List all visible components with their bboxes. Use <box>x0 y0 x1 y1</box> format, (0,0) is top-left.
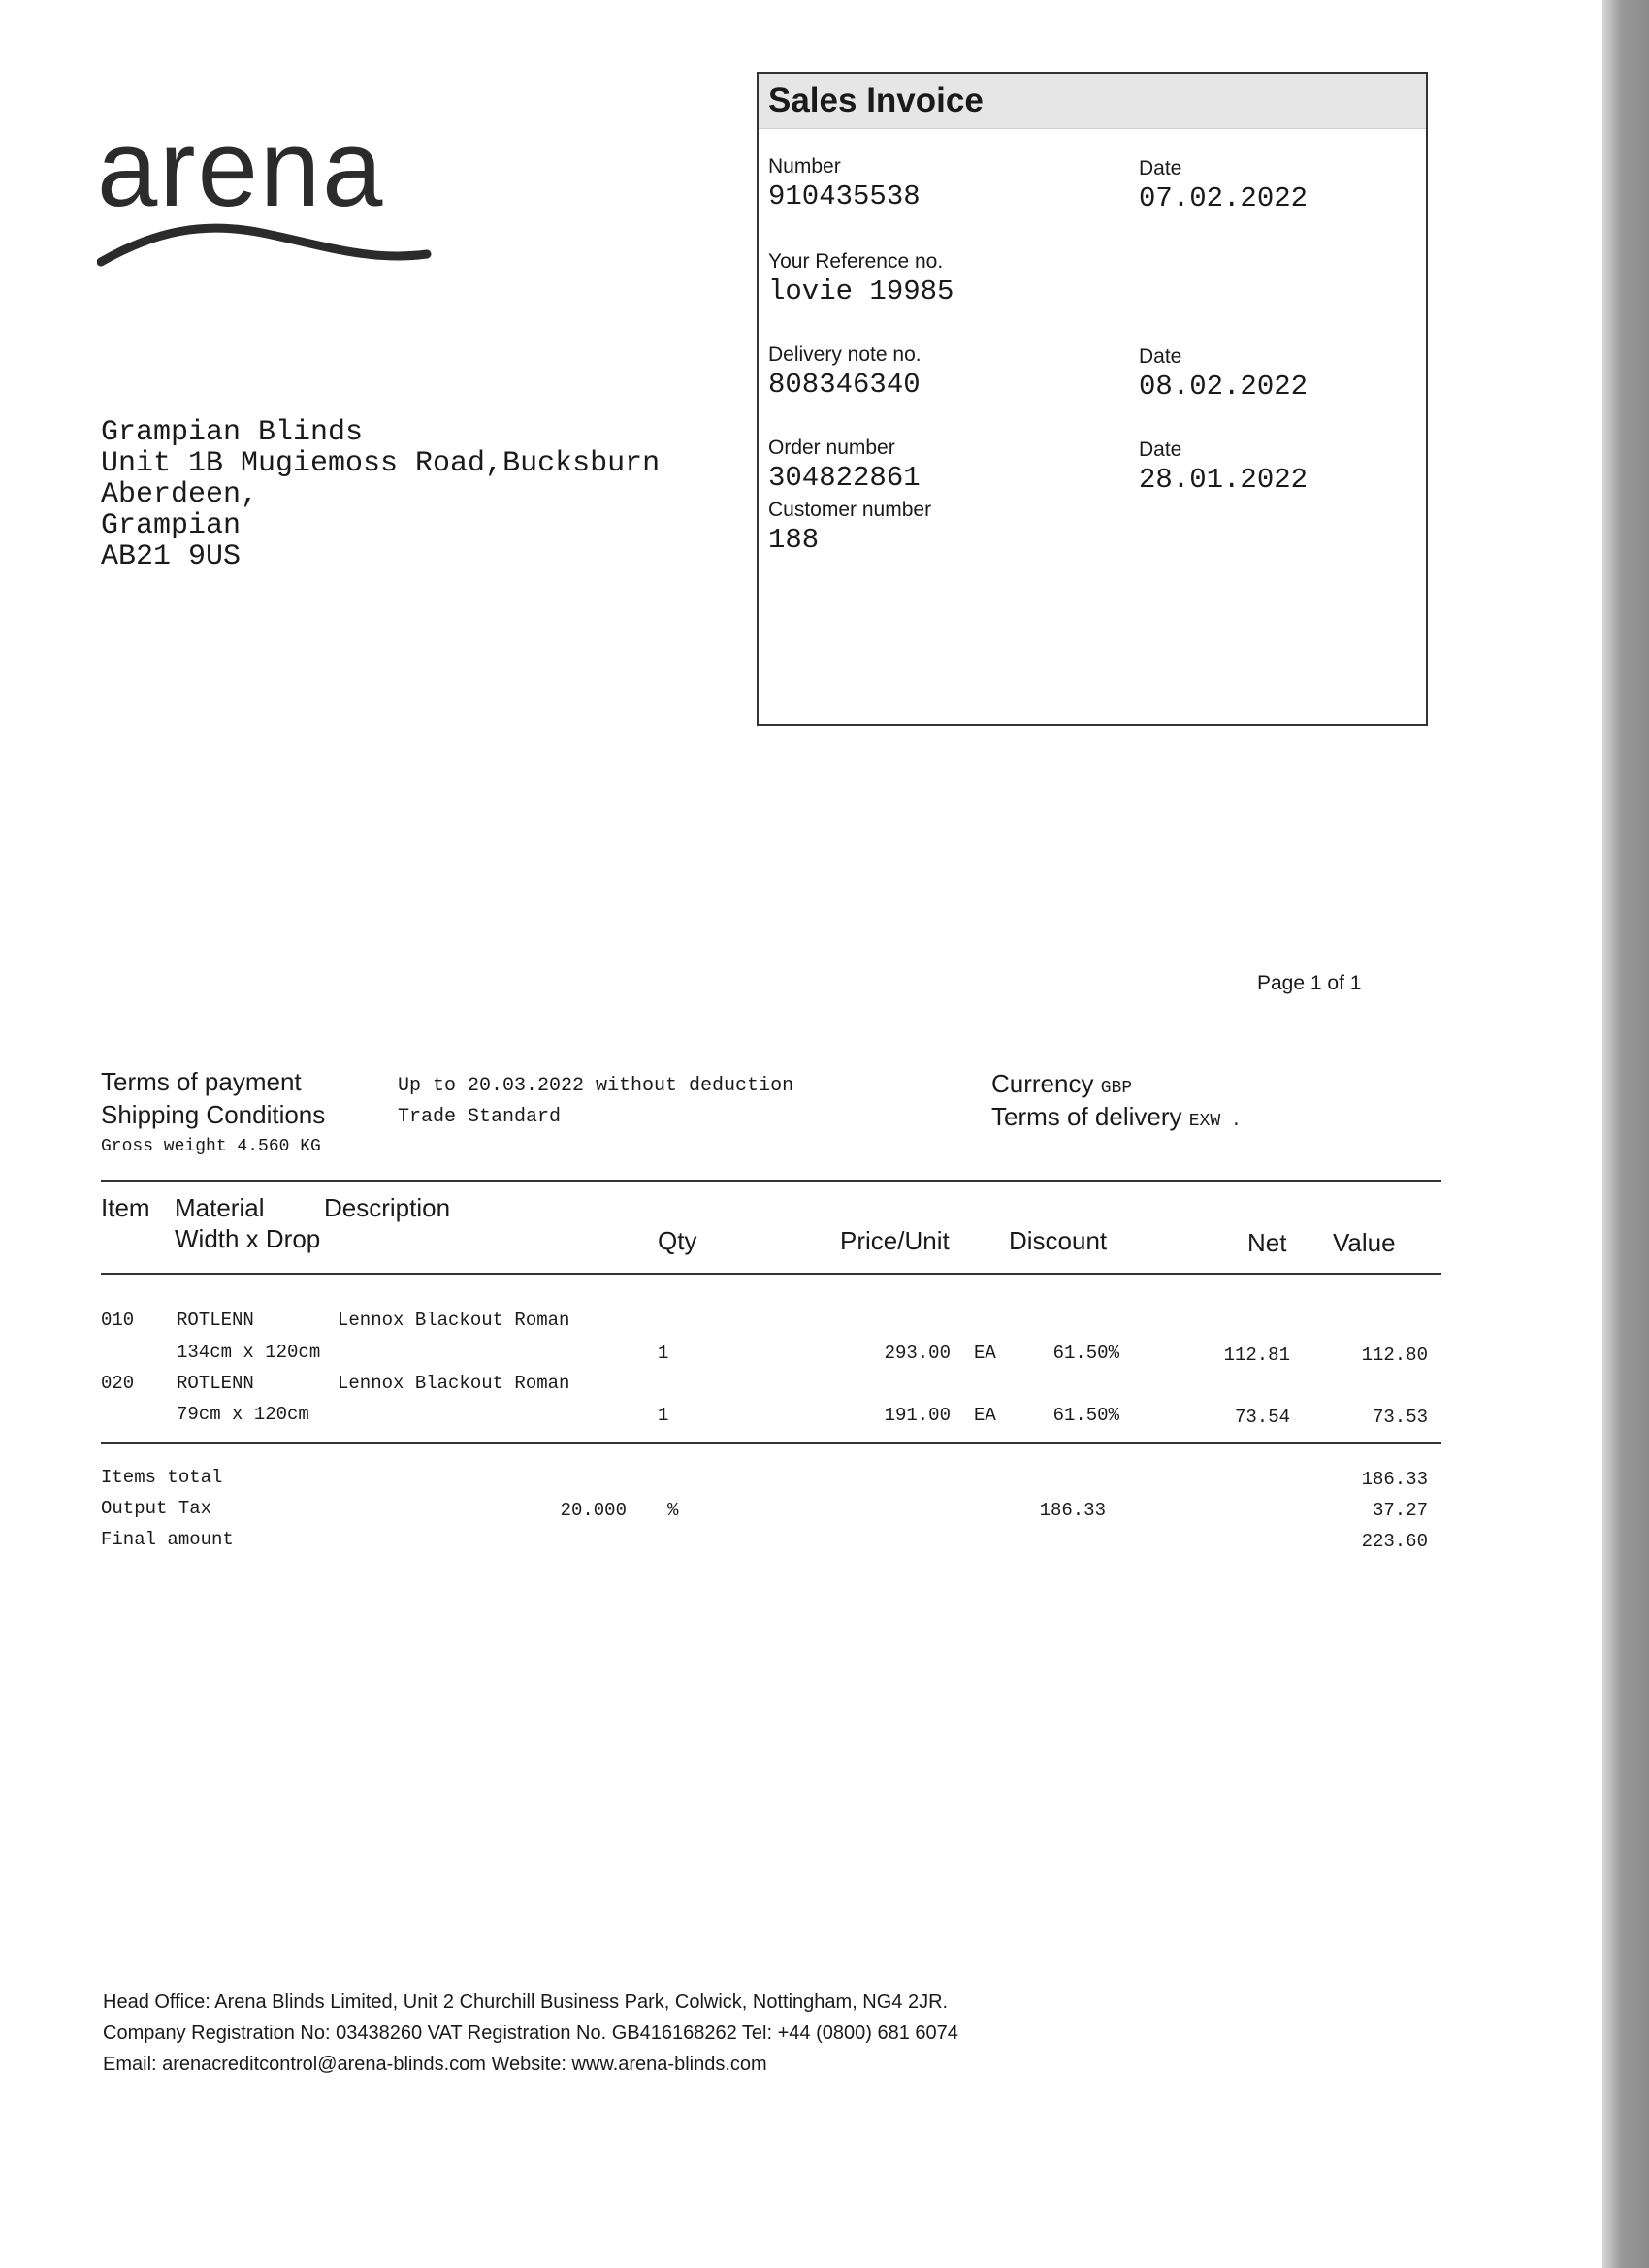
customer-street: Unit 1B Mugiemoss Road,Bucksburn <box>101 447 661 480</box>
terms-delivery <box>991 1102 1242 1132</box>
order-number-value: 304822861 <box>768 462 921 494</box>
currency-label-text: Currency <box>991 1069 1094 1098</box>
footer-registration: Company Registration No: 03438260 VAT Registration No. GB416168262 Tel: +44 (0800) 681 6074 <box>103 2023 958 2044</box>
arena-logo <box>97 108 436 279</box>
tax-rate: 20.000 <box>560 1500 627 1521</box>
customer-postcode: AB21 9US <box>101 540 242 573</box>
header-item: Item <box>101 1193 150 1222</box>
row-unit: EA <box>974 1343 996 1364</box>
invoice-number: 910435538 <box>768 180 921 212</box>
header-qty: Qty <box>658 1226 697 1255</box>
header-value: Value <box>1333 1228 1396 1257</box>
row-unit: EA <box>974 1405 996 1426</box>
header-material: Material <box>175 1193 265 1222</box>
delivery-note-label: Delivery note no. <box>768 343 922 366</box>
header-net: Net <box>1247 1228 1287 1257</box>
customer-number-value: 188 <box>768 524 820 556</box>
header-width-drop: Width x Drop <box>175 1224 321 1253</box>
shipping-value: Trade Standard <box>398 1106 562 1128</box>
page-number: Page 1 of 1 <box>1257 972 1362 994</box>
delivery-note-value: 808346340 <box>768 369 921 401</box>
terms-payment-value: Up to 20.03.2022 without deduction <box>398 1075 794 1097</box>
row-material: ROTLENN <box>177 1310 254 1331</box>
row-qty: 1 <box>658 1343 669 1364</box>
reference-label: Your Reference no. <box>768 250 944 273</box>
order-date: 28.01.2022 <box>1139 464 1309 496</box>
row-qty: 1 <box>658 1405 669 1426</box>
invoice-info-box <box>757 72 1428 726</box>
header-description: Description <box>324 1193 451 1222</box>
logo-wave-icon <box>97 211 436 279</box>
items-total-label: Items total <box>101 1467 223 1488</box>
row-net: 112.81 <box>1223 1345 1290 1366</box>
row-material: ROTLENN <box>177 1373 254 1394</box>
reference-value: lovie 19985 <box>768 275 954 308</box>
customer-number-label: Customer number <box>768 499 932 521</box>
order-date-label: Date <box>1139 438 1182 461</box>
invoice-date: 07.02.2022 <box>1139 182 1309 214</box>
final-amount-value: 223.60 <box>1361 1531 1428 1552</box>
row-value: 73.53 <box>1372 1407 1428 1428</box>
customer-region: Grampian <box>101 509 242 542</box>
row-discount: 61.50% <box>1052 1343 1119 1364</box>
tax-percent: % <box>667 1500 679 1521</box>
scan-edge <box>1602 0 1649 2268</box>
date-label: Date <box>1139 157 1182 179</box>
output-tax-label: Output Tax <box>101 1498 212 1519</box>
row-price: 191.00 <box>884 1405 951 1426</box>
shipping-label: Shipping Conditions <box>101 1100 326 1129</box>
delivery-date-label: Date <box>1139 345 1182 368</box>
final-amount-label: Final amount <box>101 1529 234 1550</box>
row-item: 020 <box>101 1373 135 1394</box>
header-price-unit: Price/Unit <box>840 1226 950 1255</box>
customer-name: Grampian Blinds <box>101 416 364 449</box>
gross-weight: Gross weight 4.560 KG <box>101 1137 321 1156</box>
delivery-date: 08.02.2022 <box>1139 371 1309 403</box>
logo-text: arena <box>97 108 385 229</box>
number-label: Number <box>768 155 841 178</box>
currency-value: GBP <box>1100 1079 1133 1098</box>
footer-contact: Email: arenacreditcontrol@arena-blinds.com Website: www.arena-blinds.com <box>103 2054 767 2075</box>
invoice-title: Sales Invoice <box>759 74 1426 129</box>
customer-address <box>101 417 660 572</box>
row-discount: 61.50% <box>1052 1405 1119 1426</box>
tax-amount: 37.27 <box>1372 1500 1428 1521</box>
footer <box>103 1987 958 2080</box>
row-net: 73.54 <box>1234 1407 1290 1428</box>
row-price: 293.00 <box>884 1343 951 1364</box>
footer-head-office: Head Office: Arena Blinds Limited, Unit 2 Churchill Business Park, Colwick, Nottingham, NG4 2JR. <box>103 1992 949 2013</box>
items-total-value: 186.33 <box>1361 1469 1428 1490</box>
divider-top <box>101 1180 1441 1182</box>
row-description: Lennox Blackout Roman <box>338 1310 570 1331</box>
order-number-label: Order number <box>768 437 895 459</box>
header-discount: Discount <box>1009 1226 1108 1255</box>
tax-base: 186.33 <box>1039 1500 1106 1521</box>
terms-delivery-value: EXW . <box>1188 1112 1242 1131</box>
divider-header <box>101 1273 1441 1275</box>
row-description: Lennox Blackout Roman <box>338 1373 570 1394</box>
customer-city: Aberdeen, <box>101 478 259 511</box>
row-size: 134cm x 120cm <box>177 1342 321 1363</box>
terms-payment-label: Terms of payment <box>101 1067 302 1096</box>
row-value: 112.80 <box>1361 1345 1428 1366</box>
row-item: 010 <box>101 1310 135 1331</box>
row-size: 79cm x 120cm <box>177 1404 309 1425</box>
divider-bottom <box>101 1442 1441 1444</box>
currency-label <box>991 1069 1132 1099</box>
terms-delivery-label: Terms of delivery <box>991 1102 1182 1131</box>
